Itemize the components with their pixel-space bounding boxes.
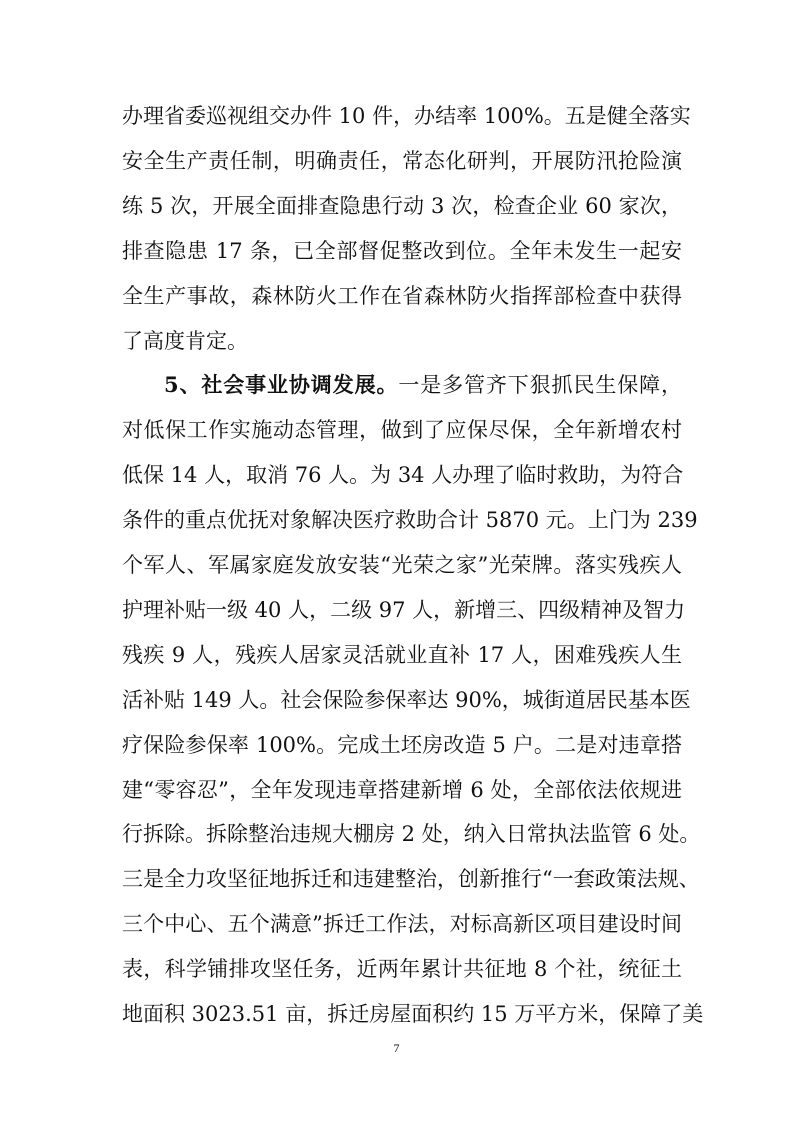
body-text-line: 建“零容忍”，全年发现违章搭建新增 6 处，全部依法依规进 [122,777,682,802]
body-text-line: 地面积 3023.51 亩，拆迁房屋面积约 15 万平方米，保障了美 [122,1002,704,1026]
body-text-line: 对低保工作实施动态管理，做到了应保尽保，全年新增农村 [122,418,682,443]
body-text-line: 活补贴 149 人。社会保险参保率达 90%，城街道居民基本医 [122,687,691,712]
body-text-line: 全生产事故，森林防火工作在省森林防火指挥部检查中获得 [122,283,682,308]
section-first-line [164,367,682,403]
body-text-line: 了高度肯定。 [122,328,248,353]
body-text-line: 安全生产责任制，明确责任，常态化研判，开展防汛抢险演 [122,148,682,173]
body-text-line: 疗保险参保率 100%。完成土坯房改造 5 户。二是对违章搭 [122,732,682,757]
page-number: 7 [393,1041,400,1055]
body-text-line: 三个中心、五个满意”拆迁工作法，对标高新区项目建设时间 [122,912,682,937]
body-text-line: 护理补贴一级 40 人，二级 97 人，新增三、四级精神及智力 [122,597,686,622]
body-text-line: 练 5 次，开展全面排查隐患行动 3 次，检查企业 60 家次， [122,193,682,218]
body-text-line: 三是全力攻坚征地拆迁和违建整治，创新推行“一套政策法规、 [122,867,700,892]
body-text-line: 办理省委巡视组交办件 10 件，办结率 100%。五是健全落实 [122,104,691,128]
section-first-line-text: 一是多管齐下狠抓民生保障， [398,373,682,398]
body-text-line: 排查隐患 17 条，已全部督促整改到位。全年未发生一起安 [122,238,682,263]
body-text-line: 低保 14 人，取消 76 人。为 34 人办理了临时救助，为符合 [122,463,684,488]
body-text-line: 表，科学铺排攻坚任务，近两年累计共征地 8 个社，统征土 [122,957,682,982]
section-heading: 5、社会事业协调发展。 [164,372,399,398]
body-text-line: 个军人、军属家庭发放安装“光荣之家”光荣牌。落实残疾人 [122,553,682,577]
body-text-line: 行拆除。拆除整治违规大棚房 2 处，纳入日常执法监管 6 处。 [122,822,701,847]
body-text-line: 条件的重点优抚对象解决医疗救助合计 5870 元。上门为 239 [122,508,698,533]
body-text-line: 残疾 9 人，残疾人居家灵活就业直补 17 人，困难残疾人生 [122,642,682,667]
